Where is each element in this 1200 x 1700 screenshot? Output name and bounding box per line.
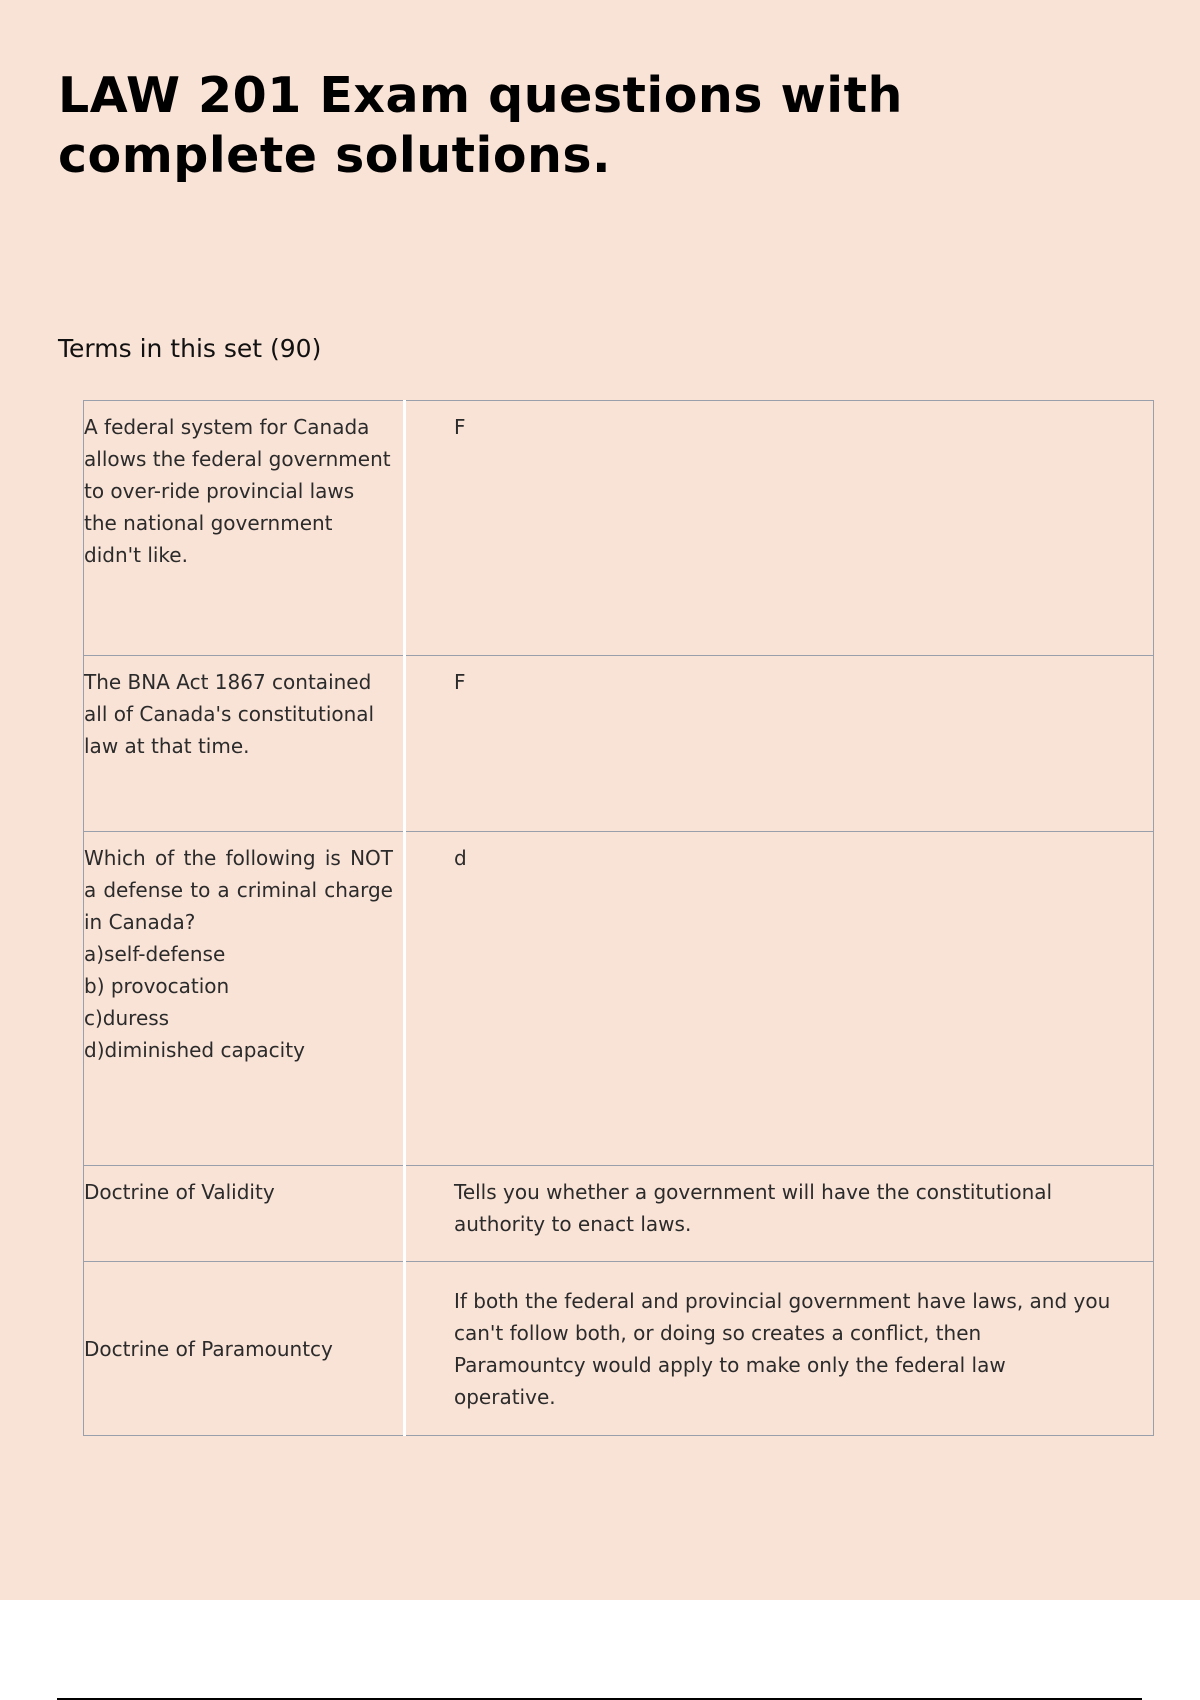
term-cell bbox=[84, 401, 405, 656]
term-cell bbox=[84, 656, 405, 832]
terms-count-label: Terms in this set (90) bbox=[58, 334, 322, 363]
table-row bbox=[84, 656, 1154, 832]
term-option-d: d)diminished capacity bbox=[84, 1038, 305, 1062]
definition-text: d bbox=[454, 846, 467, 870]
term-option-b: b) provocation bbox=[84, 974, 230, 998]
table-row bbox=[84, 832, 1154, 1166]
table-row bbox=[84, 1262, 1154, 1436]
definition-text: Tells you whether a government will have the constitutional authority to enact laws. bbox=[454, 1180, 1053, 1236]
definition-cell bbox=[405, 401, 1154, 656]
term-text: Doctrine of Validity bbox=[84, 1180, 275, 1204]
table-row bbox=[84, 401, 1154, 656]
term-text: Doctrine of Paramountcy bbox=[84, 1336, 333, 1361]
definition-cell bbox=[405, 832, 1154, 1166]
term-option-a: a)self-defense bbox=[84, 942, 226, 966]
term-text: A federal system for Canada allows the federal government to over-ride provincial laws the national government didn't like. bbox=[84, 415, 391, 567]
term-cell bbox=[84, 1166, 405, 1262]
term-cell bbox=[84, 832, 405, 1166]
terms-table bbox=[83, 400, 1154, 1436]
definition-text: F bbox=[454, 415, 466, 439]
definition-cell bbox=[405, 1262, 1154, 1436]
term-text: The BNA Act 1867 contained all of Canada's constitutional law at that time. bbox=[84, 670, 375, 758]
definition-cell bbox=[405, 1166, 1154, 1262]
term-option-c: c)duress bbox=[84, 1006, 170, 1030]
term-question-text: Which of the following is NOT a defense to a criminal charge in Canada? bbox=[84, 846, 393, 934]
definition-text: If both the federal and provincial government have laws, and you can't follow both, or doing so creates a conflict, then Paramountcy would apply to make only the federal law operative. bbox=[454, 1288, 1111, 1409]
term-cell bbox=[84, 1262, 405, 1436]
definition-text: F bbox=[454, 670, 466, 694]
definition-cell bbox=[405, 656, 1154, 832]
table-row bbox=[84, 1166, 1154, 1262]
page-title: LAW 201 Exam questions with complete solutions. bbox=[58, 67, 903, 184]
